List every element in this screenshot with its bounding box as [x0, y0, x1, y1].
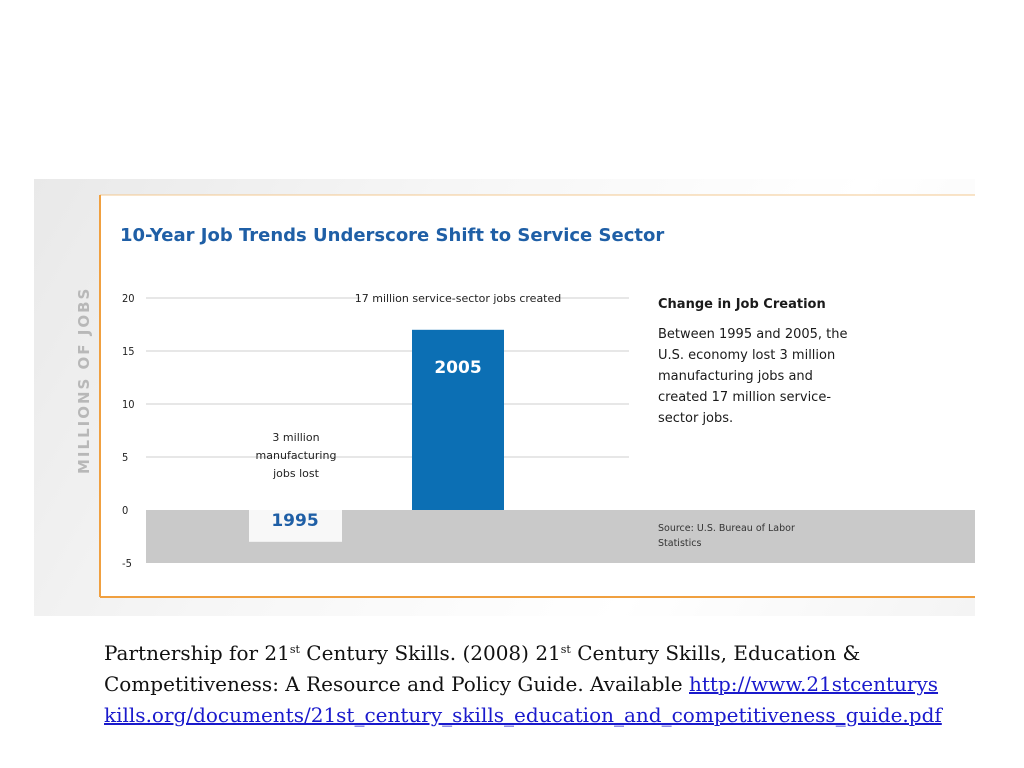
bar-label-1995: 1995	[271, 511, 319, 531]
y-tick-label: 15	[122, 345, 135, 358]
citation	[104, 638, 944, 731]
citation-sup-2: st	[560, 643, 571, 656]
chart-figure	[34, 179, 975, 616]
bar-label-2005: 2005	[434, 357, 482, 378]
sidebar-note	[658, 296, 848, 429]
annotation-1995-line: 3 million	[272, 431, 320, 444]
citation-sup-1: st	[289, 643, 300, 656]
citation-text-2: Century Skills. (2008) 21	[299, 641, 561, 665]
y-tick-label: 5	[122, 451, 129, 464]
sidebar-heading: Change in Job Creation	[658, 297, 826, 312]
annotation-2005: 17 million service-sector jobs created	[354, 292, 562, 305]
chart-title: 10-Year Job Trends Underscore Shift to Service Sector	[120, 225, 665, 246]
y-tick-label: 10	[122, 398, 135, 411]
annotation-1995-line: manufacturing	[255, 449, 337, 462]
citation-text-3: Century Skills, Education & Competitiveness: A Resource and Policy Guide. Available	[104, 641, 861, 696]
source-note: Source: U.S. Bureau of Labor Statistics	[658, 523, 795, 549]
sidebar-body: Between 1995 and 2005, the U.S. economy lost 3 million manufacturing jobs and created 17 million service-sector jobs.	[658, 327, 848, 426]
y-axis-label: MILLIONS OF JOBS	[75, 286, 93, 474]
y-tick-label: 0	[122, 504, 129, 517]
citation-text-1: Partnership for 21	[104, 641, 290, 665]
y-tick-label: -5	[122, 557, 132, 570]
citation-link[interactable]: http://www.21stcenturyskills.org/documents/21st_century_skills_education_and_competitiveness_guide.pdf	[104, 672, 942, 727]
annotation-1995-line: jobs lost	[273, 467, 319, 480]
y-tick-label: 20	[122, 292, 135, 305]
